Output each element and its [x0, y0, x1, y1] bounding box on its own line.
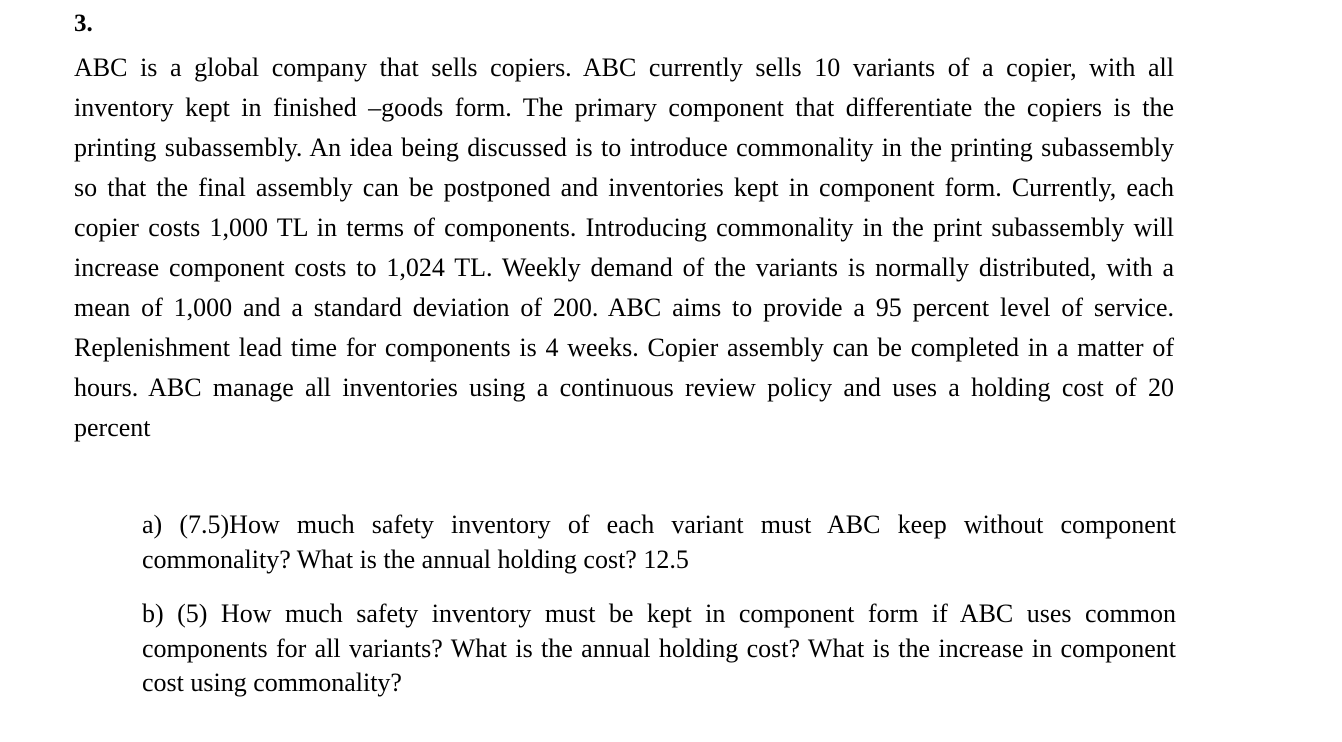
- part-a-question: a) (7.5)How much safety inventory of each variant must ABC keep without component commonality? What is the annual holding cost? 12.5: [142, 510, 1176, 574]
- problem-statement: ABC is a global company that sells copiers. ABC currently sells 10 variants of a copier, with all inventory kept in finished –goods form. The primary component that differentiate the copiers is the printing subassembly. An idea being discussed is to introduce commonality in the printing subassembly so that the final assembly can be postponed and inventories kept in component form. Currently, each copier costs 1,000 TL in terms of components. Introducing commonality in the print subassembly will increase component costs to 1,024 TL. Weekly demand of the variants is normally distributed, with a mean of 1,000 and a standard deviation of 200. ABC aims to provide a 95 percent level of service. Replenishment lead time for components is 4 weeks. Copier assembly can be completed in a matter of hours. ABC manage all inventories using a continuous review policy and uses a holding cost of 20 percent: [74, 53, 1174, 442]
- question-number: 3.: [74, 10, 93, 37]
- part-b-question: b) (5) How much safety inventory must be kept in component form if ABC uses common components for all variants? What is the annual holding cost? What is the increase in component cost using commonality?: [142, 599, 1176, 697]
